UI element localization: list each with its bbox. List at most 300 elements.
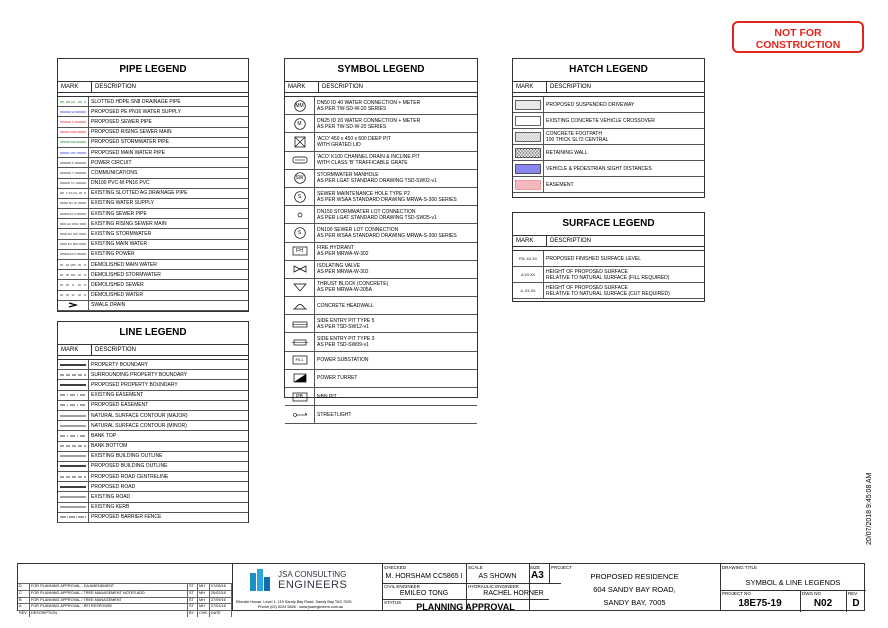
symbol-legend-row	[285, 297, 477, 315]
symbol-streetlight-icon	[285, 406, 315, 423]
symbol-description	[315, 412, 351, 418]
symbol-desc-line1: DN100 SEWER LOT CONNECTION	[317, 226, 399, 233]
pipe-description: EXISTING MAIN WATER	[91, 241, 148, 248]
pipe-legend-row	[58, 97, 248, 107]
pipe-mark-label: P	[71, 160, 74, 165]
pipe-legend-row	[58, 291, 248, 301]
pipe-line-icon	[58, 148, 89, 157]
line-legend-row	[58, 370, 248, 380]
surface-legend-header	[513, 236, 704, 247]
revision-chk: MH	[198, 598, 210, 604]
line-style-icon	[58, 380, 89, 389]
symbol-description	[315, 263, 369, 275]
line-legend-row	[58, 503, 248, 513]
pipe-mark-label: T	[72, 170, 74, 175]
company-address: Ellerslie House, Level 1, 119 Sandy Bay Road, Sandy Bay TAS 7005	[236, 600, 352, 604]
surface-legend-row	[513, 283, 704, 299]
hatch-description	[544, 102, 634, 108]
pipe-legend-row	[58, 158, 248, 168]
symbol-legend-row	[285, 206, 477, 224]
size-value: A3	[531, 570, 544, 581]
line-legend-row	[58, 431, 248, 441]
pipe-legend	[57, 58, 249, 312]
pipe-description: COMMUNICATIONS	[91, 169, 138, 176]
symbol-description	[315, 375, 357, 381]
symbol-legend-row	[285, 188, 477, 206]
line-legend-row	[58, 401, 248, 411]
pipe-line-icon	[58, 179, 89, 188]
hatch-desc-line2: 100 THICK SL72 CENTRAL	[546, 136, 609, 143]
revision-row	[18, 597, 232, 604]
symbol-desc-line2: AS PER TSD-SW12-v1	[317, 323, 369, 330]
symbol-box-text-icon	[285, 352, 315, 369]
pipe-line-icon	[58, 240, 89, 249]
pipe-line-icon	[58, 199, 89, 208]
pipe-mark-label: EX SW	[68, 232, 78, 237]
revision-date: 07/08/18	[210, 584, 232, 590]
line-description: SURROUNDING PROPERTY BOUNDARY	[91, 371, 188, 378]
surface-mark: Δ -XX.XX	[513, 283, 544, 298]
symbol-desc-line2: AS PER TW-SD-W-20 SERIES	[317, 123, 387, 130]
symbol-circle-text-icon	[285, 97, 315, 114]
revision-desc: FOR PLANNING APPROVAL / TREE MANAGEMENT NOTES ADD	[30, 591, 188, 597]
print-timestamp: 20/07/2018 9:45:08 AM	[866, 472, 873, 545]
line-legend-row	[58, 513, 248, 523]
symbol-legend-row	[285, 115, 477, 133]
line-legend-row	[58, 492, 248, 502]
pipe-mark-label: EX P	[69, 252, 77, 257]
project-line3: SANDY BAY, 7005	[603, 598, 666, 607]
hatch-legend-row	[513, 97, 704, 113]
hatch-legend-header	[513, 82, 704, 93]
line-description: BANK TOP	[91, 432, 117, 439]
pipe-line-icon	[58, 138, 89, 147]
hatch-desc-line1: RETAINING WALL	[546, 149, 588, 156]
hatch-description	[544, 166, 652, 172]
symbol-desc-line2: WITH GRATED LID	[317, 141, 361, 148]
surface-desc-line1: HEIGHT OF PROPOSED SURFACE	[546, 284, 628, 291]
pipe-legend-rows	[58, 96, 248, 311]
company-name-line2: ENGINEERS	[278, 579, 348, 591]
size-label: SIZE	[530, 565, 541, 570]
revision-rows	[18, 583, 232, 617]
line-description: PROPERTY BOUNDARY	[91, 361, 148, 368]
pipe-mark-label: W	[71, 109, 75, 114]
pipe-description: EXISTING RISING SEWER MAIN	[91, 220, 167, 227]
pipe-description: EXISTING SEWER PIPE	[91, 210, 147, 217]
symbol-description	[315, 154, 420, 166]
symbol-mark-label: S	[297, 193, 302, 200]
surface-description	[544, 256, 641, 262]
hatch-legend-rows	[513, 96, 704, 193]
symbol-description	[315, 357, 368, 363]
symbol-legend-row	[285, 133, 477, 151]
hatch-description	[544, 182, 574, 188]
hatch-desc-line1: EASEMENT	[546, 181, 574, 188]
hatch-desc-line1: CONCRETE FOOTPATH	[546, 130, 602, 137]
hatch-swatch	[513, 129, 544, 144]
symbol-legend-row	[285, 97, 477, 115]
symbol-desc-line1: CONCRETE HEADWALL	[317, 302, 374, 309]
pipe-description: POWER CIRCUIT	[91, 159, 132, 166]
line-description: EXISTING BUILDING OUTLINE	[91, 453, 163, 460]
pipe-line-icon	[58, 117, 89, 126]
symbol-legend-row	[285, 152, 477, 170]
line-style-icon	[58, 472, 89, 481]
line-legend-row	[58, 360, 248, 370]
rev-label: REV	[848, 591, 858, 596]
hatch-desc-line1: VEHICLE & PEDESTRIAN SIGHT DISTANCES	[546, 165, 652, 172]
symbol-desc-line1: ISOLATING VALVE	[317, 263, 361, 270]
line-description: PROPOSED BUILDING OUTLINE	[91, 463, 168, 470]
symbol-desc-line2: AS PER MRWA-W-302	[317, 269, 369, 276]
pipe-legend-row	[58, 250, 248, 260]
line-legend	[57, 321, 249, 523]
symbol-description	[315, 209, 437, 221]
line-description: PROPOSED PROPERTY BOUNDARY	[91, 381, 178, 388]
revision-chk: MH	[198, 591, 210, 597]
not-for-construction-stamp: NOT FOR CONSTRUCTION	[732, 21, 864, 53]
line-description: NATURAL SURFACE CONTOUR (MAJOR)	[91, 412, 188, 419]
pipe-legend-row	[58, 209, 248, 219]
symbol-desc-line2: WITH CLASS 'B' TRAFFICABLE GRATE	[317, 160, 408, 167]
line-style-icon	[58, 360, 89, 369]
symbol-description	[315, 303, 374, 309]
surface-legend-row	[513, 267, 704, 283]
checked-label: CHECKED	[384, 565, 407, 570]
project-no-label: PROJECT NO	[722, 591, 751, 596]
symbol-desc-line1: NBN PIT	[317, 393, 337, 400]
symbol-desc-line1: SIDE ENTRY PIT TYPE 3	[317, 336, 375, 343]
line-style-icon	[58, 462, 89, 471]
revision-date: DATE	[210, 611, 232, 617]
pipe-mark-label: F1	[71, 181, 75, 186]
line-legend-row	[58, 482, 248, 492]
revision-by: BY	[188, 611, 198, 617]
scale-value: AS SHOWN	[478, 573, 517, 580]
hatch-legend-row	[513, 161, 704, 177]
revision-table	[18, 564, 233, 616]
line-legend-row	[58, 411, 248, 421]
pipe-description: DEMOLISHED STORMWATER	[91, 271, 161, 278]
hatch-legend-row	[513, 145, 704, 161]
symbol-desc-line2: AS PER LGAT STANDARD DRAWING TSD-SW02-v1	[317, 178, 437, 185]
revision-by: ST	[188, 591, 198, 597]
symbol-legend-row	[285, 170, 477, 188]
symbol-desc-line2: AS PER WSAA STANDARD DRAWING MRWA-S-300 SERIES	[317, 232, 457, 239]
pipe-line-icon	[58, 250, 89, 259]
project-line1: PROPOSED RESIDENCE	[590, 572, 679, 581]
hydraulic-engineer-label: HYDRAULIC ENGINEER	[468, 584, 519, 589]
status-label: STATUS	[384, 600, 402, 605]
pipe-legend-row	[58, 270, 248, 280]
revision-desc: FOR PLANNING APPROVAL - DA AMENDMENT	[30, 584, 188, 590]
pipe-line-icon	[58, 291, 89, 300]
symbol-description	[315, 118, 420, 130]
symbol-legend-row	[285, 315, 477, 333]
pipe-line-icon	[58, 97, 89, 106]
status-value: PLANNING APPROVAL	[416, 602, 515, 612]
symbol-desc-line2: AS PER LGAT STANDARD DRAWING TSD-SW25-v1	[317, 214, 437, 221]
pipe-description: PROPOSED PE PN16 WATER SUPPLY	[91, 108, 181, 115]
checked-value: M. HORSHAM CC5865 I	[385, 573, 463, 580]
pipe-legend-row	[58, 229, 248, 239]
pipe-description: PROPOSED RISING SEWER MAIN	[91, 129, 172, 136]
revision-chk: MH	[198, 604, 210, 610]
revision-date: 27/09/16	[210, 598, 232, 604]
pipe-legend-header	[58, 82, 248, 93]
symbol-circle-text-icon	[285, 188, 315, 205]
hatch-legend-row	[513, 129, 704, 145]
civil-engineer-label: CIVIL ENGINEER	[384, 584, 420, 589]
pipe-legend-row	[58, 117, 248, 127]
revision-desc: FOR PLANNING APPROVAL - RFI RESPONSE	[30, 604, 188, 610]
mark-header: MARK	[513, 236, 547, 246]
line-style-icon	[58, 411, 89, 420]
company-phone: Phone (03) 6224 5826 · www.jsaengineers.com.au	[258, 605, 344, 609]
hatch-swatch	[513, 177, 544, 192]
description-header: DESCRIPTION	[95, 84, 137, 90]
pipe-legend-row	[58, 189, 248, 199]
dwg-no-label: DWG NO	[802, 591, 821, 596]
line-legend-row	[58, 462, 248, 472]
line-legend-row	[58, 421, 248, 431]
symbol-mark-label: M	[297, 120, 302, 127]
hatch-swatch	[513, 145, 544, 160]
symbol-box-text-icon	[285, 243, 315, 260]
line-description: NATURAL SURFACE CONTOUR (MINOR)	[91, 422, 187, 429]
revision-rev: A	[18, 604, 30, 610]
project-label: PROJECT	[551, 565, 573, 570]
symbol-description	[315, 394, 337, 400]
symbol-desc-line1: DN25 ID 20 WATER CONNECTION + METER	[317, 117, 421, 124]
hatch-description	[544, 118, 655, 124]
description-header: DESCRIPTION	[95, 347, 137, 353]
pipe-description: PROPOSED SEWER PIPE	[91, 118, 152, 125]
hatch-swatch	[513, 97, 544, 112]
line-style-icon	[58, 421, 89, 430]
symbol-desc-line1: THRUST BLOCK (CONCRETE)	[317, 281, 389, 288]
symbol-circle-text-icon	[285, 115, 315, 132]
revision-chk: MH	[198, 584, 210, 590]
symbol-legend-row	[285, 370, 477, 388]
surface-desc-line2: RELATIVE TO NATURAL SURFACE (CUT REQUIRED)	[546, 290, 670, 297]
pipe-description: DEMOLISHED SEWER	[91, 281, 144, 288]
line-style-icon	[58, 482, 89, 491]
symbol-desc-line2: AS PER TSD-SW09-v1	[317, 342, 369, 349]
pipe-mark-label: AG	[70, 99, 76, 104]
pipe-mark-label: MW	[70, 150, 76, 155]
line-legend-row	[58, 391, 248, 401]
symbol-legend-rows	[285, 96, 477, 424]
rev-value: D	[852, 598, 860, 609]
line-style-icon	[58, 401, 89, 410]
revision-rev: B	[18, 598, 30, 604]
pipe-line-icon	[58, 128, 89, 137]
hatch-legend-row	[513, 177, 704, 193]
pipe-line-icon	[58, 280, 89, 289]
pipe-description: EXISTING SLOTTED AG DRAINAGE PIPE	[91, 190, 188, 197]
pipe-mark-label: EX AG	[68, 191, 78, 196]
pipe-legend-row	[58, 179, 248, 189]
line-legend-row	[58, 442, 248, 452]
civil-engineer-value: EMILEO TONG	[399, 590, 449, 597]
pipe-legend-row	[58, 107, 248, 117]
symbol-desc-line1: 'ACO' 450 x 450 x 600 DEEP PIT	[317, 135, 391, 142]
hatch-swatch	[513, 113, 544, 128]
description-header: DESCRIPTION	[322, 84, 364, 90]
line-legend-row	[58, 452, 248, 462]
line-style-icon	[58, 391, 89, 400]
symbol-desc-line1: STREETLIGHT	[317, 411, 352, 418]
pipe-legend-row	[58, 280, 248, 290]
symbol-desc-line2: AS PER WSAA STANDARD DRAWING MRWA-S-300 SERIES	[317, 196, 457, 203]
hatch-legend-title: HATCH LEGEND	[513, 59, 704, 82]
surface-desc-line1: PROPOSED FINISHED SURFACE LEVEL	[546, 255, 642, 262]
symbol-small-circle-icon	[285, 206, 315, 223]
line-style-icon	[58, 513, 89, 522]
mark-header: MARK	[285, 82, 319, 92]
symbol-headwall-icon	[285, 297, 315, 314]
pipe-description: PROPOSED STORMWATER PIPE	[91, 139, 169, 146]
symbol-circle-text-icon	[285, 224, 315, 241]
symbol-desc-line2: AS PER MRWA-W-205A	[317, 287, 372, 294]
pipe-legend-row	[58, 148, 248, 158]
symbol-box-text-icon	[285, 388, 315, 405]
hatch-description	[544, 150, 588, 156]
symbol-desc-line1: FIRE HYDRANT	[317, 245, 354, 252]
pipe-mark-label: EX RSM	[67, 221, 79, 226]
symbol-legend	[284, 58, 478, 418]
pipe-legend-row	[58, 128, 248, 138]
symbol-description	[315, 227, 457, 239]
line-description: PROPOSED BARRIER FENCE	[91, 514, 162, 521]
pipe-legend-row	[58, 240, 248, 250]
symbol-legend-row	[285, 243, 477, 261]
symbol-description	[315, 336, 374, 348]
hatch-desc-line1: EXISTING CONCRETE VEHICLE CROSSOVER	[546, 117, 655, 124]
line-style-icon	[58, 492, 89, 501]
line-style-icon	[58, 431, 89, 440]
pipe-mark-label: S	[71, 282, 74, 287]
line-description: EXISTING KERB	[91, 504, 130, 511]
pipe-mark-label: EX MW	[67, 242, 79, 247]
pipe-description: SWALE DRAIN	[91, 302, 126, 309]
line-legend-row	[58, 472, 248, 482]
revision-desc: FOR PLANNING APPROVAL / TREE MANAGEMENT	[30, 598, 188, 604]
dwg-no-value: N02	[813, 598, 833, 609]
symbol-square-x-icon	[285, 133, 315, 150]
drawing-title-label: DRAWING TITLE	[722, 565, 758, 570]
pipe-description: EXISTING WATER SUPPLY	[91, 200, 154, 207]
symbol-rect-line-icon	[285, 152, 315, 169]
symbol-mark-label: SW	[295, 175, 304, 182]
pipe-mark-label: SW	[70, 272, 76, 277]
pipe-legend-row	[58, 199, 248, 209]
pipe-line-icon	[58, 270, 89, 279]
symbol-mark-label: FH	[296, 248, 303, 255]
line-legend-rows	[58, 359, 248, 523]
symbol-bowtie-icon	[285, 261, 315, 278]
symbol-legend-row	[285, 279, 477, 297]
symbol-desc-line1: STORMWATER MANHOLE	[317, 172, 379, 179]
mark-header: MARK	[513, 82, 547, 92]
line-description: BANK BOTTOM	[91, 443, 128, 450]
symbol-desc-line1: POWER SUBSTATION	[317, 357, 369, 364]
pipe-legend-row	[58, 168, 248, 178]
symbol-desc-line1: 'ACO' K100 CHANNEL DRAIN & INCLINE PIT	[317, 154, 420, 161]
surface-desc-line2: RELATIVE TO NATURAL SURFACE (FILL REQUIRED)	[546, 274, 670, 281]
pipe-legend-row	[58, 260, 248, 270]
pipe-line-icon	[58, 219, 89, 228]
revision-rev: REV	[18, 611, 30, 617]
symbol-legend-row	[285, 261, 477, 279]
symbol-description	[315, 191, 457, 203]
symbol-legend-row	[285, 333, 477, 351]
pipe-line-icon	[58, 260, 89, 269]
revision-row	[18, 603, 232, 610]
pipe-description: SLOTTED HDPE SN8 DRAINAGE PIPE	[91, 98, 181, 105]
hatch-legend-row	[513, 113, 704, 129]
line-style-icon	[58, 503, 89, 512]
symbol-desc-line1: SIDE ENTRY PIT TYPE 5	[317, 317, 375, 324]
revision-by: ST	[188, 584, 198, 590]
company-logo	[250, 569, 272, 593]
symbol-desc-line2: AS PER TW-SD-W-20 SERIES	[317, 105, 387, 112]
drawing-title-block	[720, 564, 866, 612]
symbol-description	[315, 172, 437, 184]
line-legend-row	[58, 380, 248, 390]
revision-chk: CHK	[198, 611, 210, 617]
symbol-triangle-icon	[285, 279, 315, 296]
symbol-desc-line2: AS PER MRWA-W-302	[317, 251, 369, 258]
symbol-sep5-icon	[285, 315, 315, 332]
symbol-legend-header	[285, 82, 477, 93]
revision-by: ST	[188, 604, 198, 610]
pipe-line-icon	[58, 189, 89, 198]
scale-label: SCALE	[468, 565, 483, 570]
line-description: EXISTING EASEMENT	[91, 392, 144, 399]
symbol-legend-title: SYMBOL LEGEND	[285, 59, 477, 82]
pipe-line-icon	[58, 168, 89, 177]
surface-desc-line1: HEIGHT OF PROPOSED SURFACE	[546, 268, 628, 275]
pipe-mark-label: S	[71, 119, 74, 124]
symbol-legend-row	[285, 224, 477, 242]
revision-row	[18, 590, 232, 597]
symbol-description	[315, 136, 391, 148]
pipe-line-icon	[58, 107, 89, 116]
symbol-circle-text-icon	[285, 170, 315, 187]
drawing-title-value: SYMBOL & LINE LEGENDS	[745, 578, 841, 587]
line-description: PROPOSED EASEMENT	[91, 402, 149, 409]
pipe-mark-label: W	[71, 293, 75, 298]
hydraulic-engineer-value: RACHEL HORNER	[483, 590, 544, 597]
pipe-mark-label: MW	[70, 262, 76, 267]
mark-header: MARK	[58, 82, 92, 92]
project-no-value: 18E75-19	[738, 598, 782, 609]
symbol-desc-line1: DN50 ID 40 WATER CONNECTION + METER	[317, 99, 421, 106]
revision-date: 20/02/18	[210, 591, 232, 597]
line-description: PROPOSED ROAD	[91, 483, 136, 490]
symbol-description	[315, 245, 369, 257]
hatch-swatch	[513, 161, 544, 176]
symbol-mark-label: PS-1	[295, 358, 304, 363]
surface-mark: FSL XX.XX	[513, 251, 544, 266]
pipe-description: DEMOLISHED WATER	[91, 292, 143, 299]
project-line2: 604 SANDY BAY ROAD,	[593, 585, 676, 594]
symbol-description	[315, 318, 374, 330]
pipe-description: DEMOLISHED MAIN WATER	[91, 261, 157, 268]
